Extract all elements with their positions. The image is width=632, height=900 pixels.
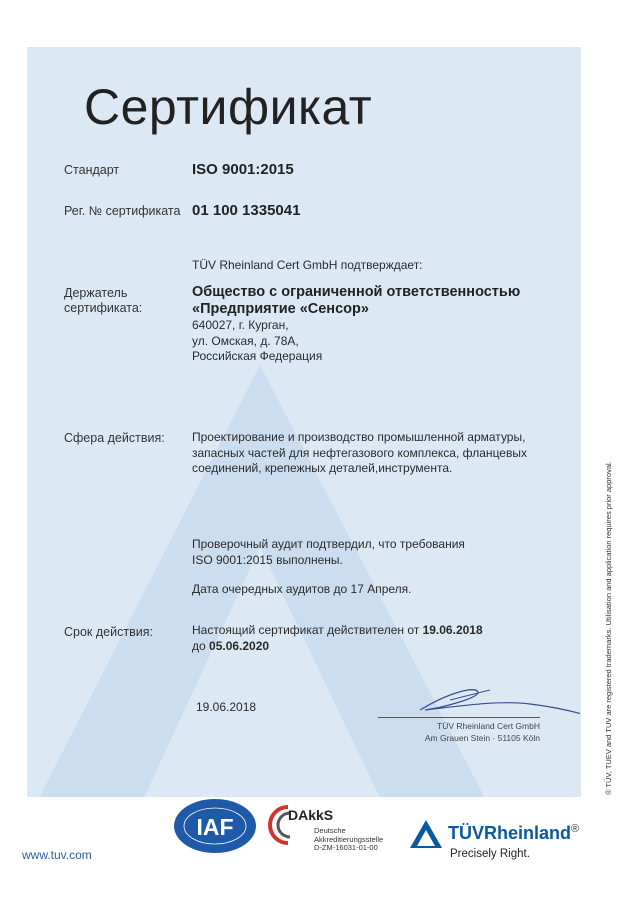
- trademark-note: ® TÜV, TUEV and TUV are registered trademarks. Utilisation and application requires prior approval.: [604, 461, 613, 795]
- scope-line: запасных частей для нефтегазового комплекса, фланцевых: [192, 445, 527, 460]
- holder-address-line: ул. Омская, д. 78А,: [192, 333, 299, 348]
- validity-from-date: 19.06.2018: [422, 623, 483, 637]
- validity-text: [192, 623, 483, 654]
- signature-line: [378, 717, 540, 718]
- holder-address-line: 640027, г. Курган,: [192, 318, 289, 332]
- issuer-address: Am Grauen Stein · 51105 Köln: [424, 733, 540, 743]
- issue-date: 19.06.2018: [196, 700, 257, 714]
- website-link[interactable]: www.tuv.com: [22, 848, 92, 862]
- iaf-logo-text: IAF: [196, 814, 234, 840]
- scope-block: [192, 430, 527, 477]
- signature-icon: [380, 682, 580, 718]
- validity-prefix: Настоящий сертификат действителен от: [192, 623, 423, 637]
- tuv-triangle-icon: [408, 818, 444, 850]
- scope-line: соединений, крепежных деталей,инструмента.: [192, 461, 453, 475]
- holder-name-line: «Предприятие «Сенсор»: [192, 301, 369, 317]
- dakks-lines: [314, 827, 383, 853]
- registration-value: 01 100 1335041: [192, 202, 301, 219]
- tuv-tagline: Precisely Right.: [450, 848, 530, 860]
- standard-value: ISO 9001:2015: [192, 161, 294, 178]
- audit-line: ISO 9001:2015 выполнены.: [192, 552, 343, 567]
- validity-to-date: 05.06.2020: [209, 638, 270, 653]
- holder-label-line: сертификата:: [64, 301, 143, 315]
- registration-label: Рег. № сертификата: [64, 204, 181, 218]
- certificate-title: Сертификат: [84, 79, 373, 135]
- tuv-wordmark: [448, 823, 579, 844]
- dakks-line: D-ZM-16031-01-00: [314, 843, 378, 852]
- holder-label: [64, 286, 142, 316]
- tuv-registered-mark: ®: [571, 823, 580, 835]
- tuv-name: TÜVRheinland: [448, 823, 572, 843]
- issuer-block: [390, 720, 540, 744]
- holder-address-line: Российская Федерация: [192, 349, 323, 363]
- holder-block: [192, 284, 520, 365]
- holder-name-line: Общество с ограниченной ответственностью: [192, 284, 521, 300]
- audit-block: [192, 537, 465, 568]
- scope-line: Проектирование и производство промышленной арматуры,: [192, 430, 526, 444]
- scope-label: Сфера действия:: [64, 431, 165, 445]
- holder-label-line: Держатель: [64, 286, 128, 300]
- issuer-name: TÜV Rheinland Cert GmbH: [437, 721, 540, 731]
- next-audits-text: Дата очередных аудитов до 17 Апреля.: [192, 582, 412, 596]
- dakks-name: DAkkS: [288, 807, 334, 823]
- dakks-line: Akkreditierungsstelle: [314, 834, 384, 844]
- iaf-logo: [172, 797, 258, 860]
- standard-label: Стандарт: [64, 163, 120, 177]
- validity-to-prefix: до: [192, 638, 210, 653]
- validity-label: Срок действия:: [64, 625, 153, 639]
- confirms-text: TÜV Rheinland Cert GmbH подтверждает:: [192, 258, 423, 272]
- audit-line: Проверочный аудит подтвердил, что требования: [192, 537, 465, 551]
- dakks-line: Deutsche: [314, 826, 346, 835]
